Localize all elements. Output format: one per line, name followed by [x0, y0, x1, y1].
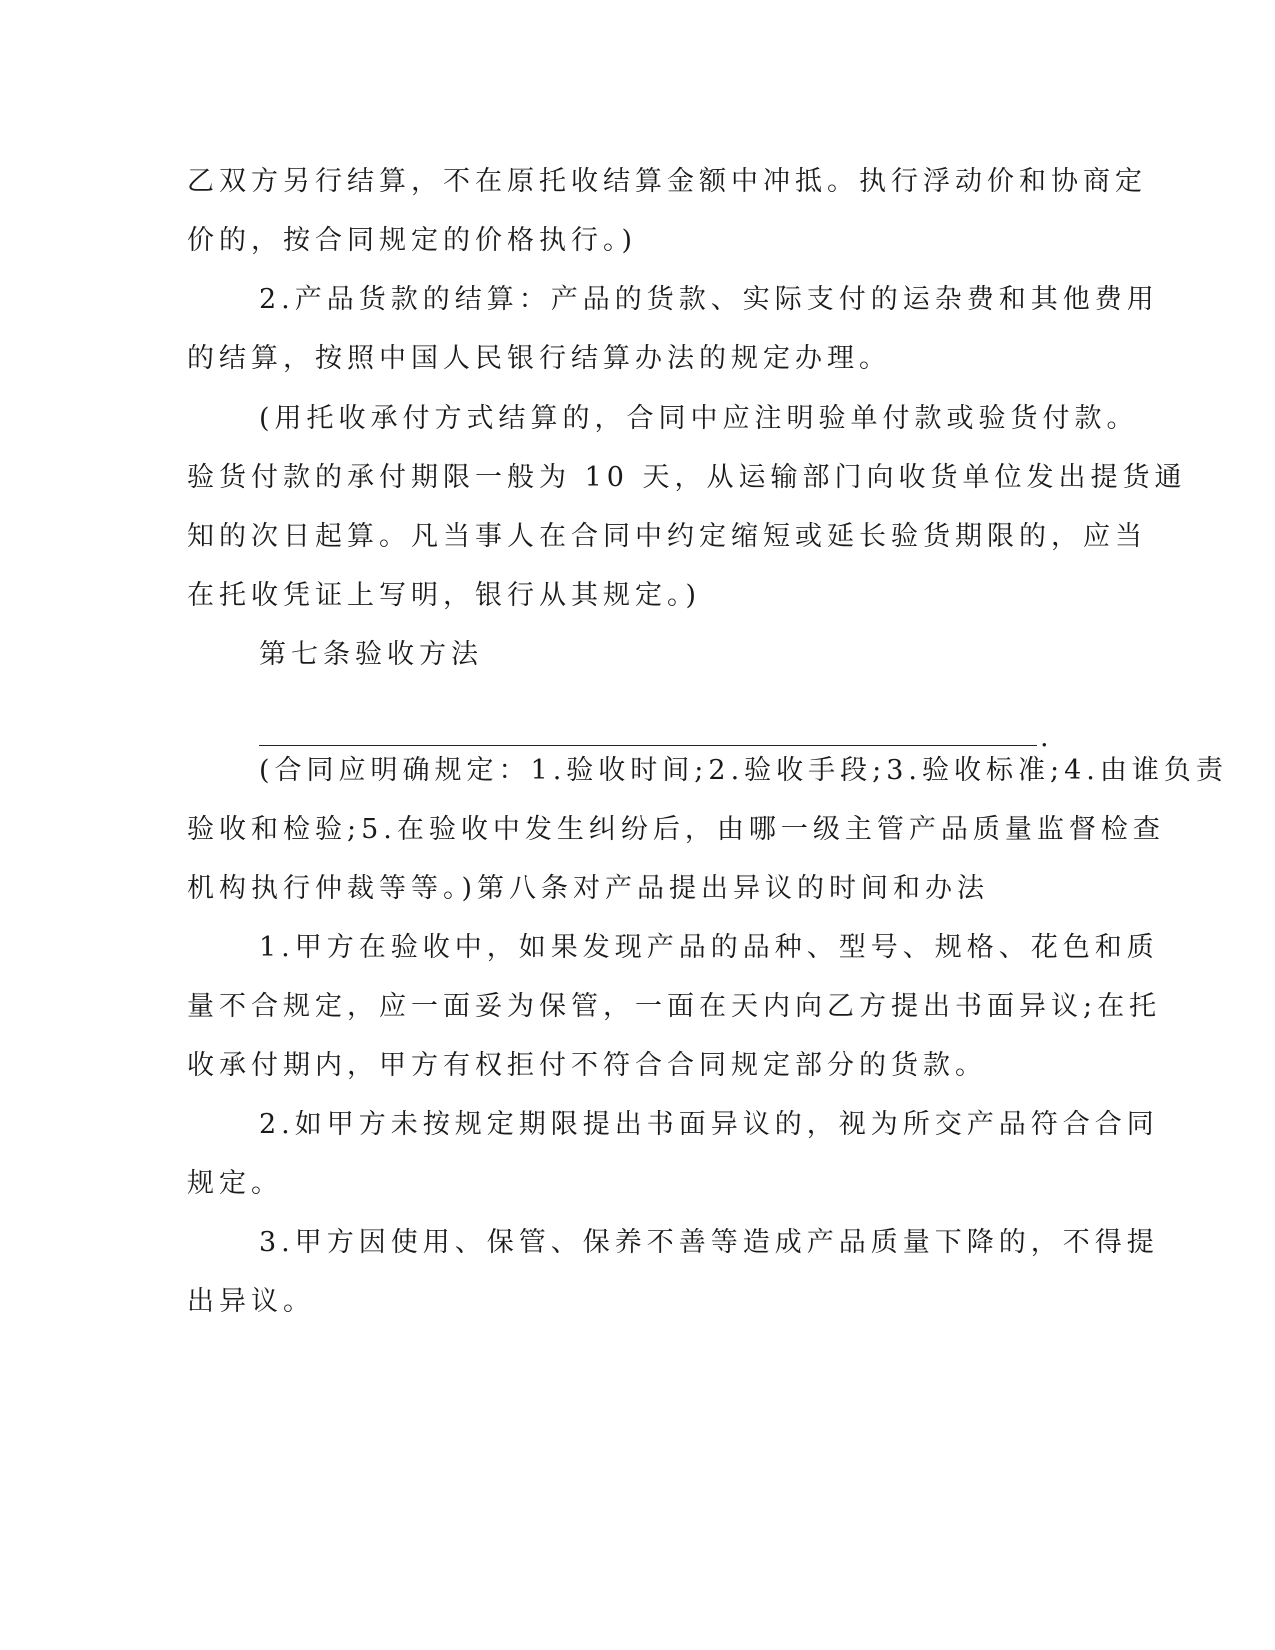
text-line: 知的次日起算。凡当事人在合同中约定缩短或延长验货期限的，应当: [187, 521, 1147, 552]
paragraph-start: 2.如甲方未按规定期限提出书面异议的，视为所交产品符合合同: [259, 1109, 1159, 1140]
paragraph-start: 3.甲方因使用、保管、保养不善等造成产品质量下降的，不得提: [259, 1227, 1159, 1258]
text-line: 在托收凭证上写明，银行从其规定。): [187, 580, 702, 611]
fill-in-blank-line: [259, 745, 1037, 746]
text-line: 收承付期内，甲方有权拒付不符合合同规定部分的货款。: [187, 1050, 987, 1081]
blank-terminator: .: [1040, 722, 1049, 753]
paragraph-start: (合同应明确规定：1.验收时间;2.验收手段;3.验收标准;4.由谁负责: [259, 755, 1228, 786]
text-line: 验收和检验;5.在验收中发生纠纷后，由哪一级主管产品质量监督检查: [187, 814, 1165, 845]
paragraph-start: (用托收承付方式结算的，合同中应注明验单付款或验货付款。: [259, 403, 1139, 434]
text-line: 验货付款的承付期限一般为 10 天，从运输部门向收货单位发出提货通: [187, 462, 1187, 493]
text-line: 乙双方另行结算，不在原托收结算金额中冲抵。执行浮动价和协商定: [187, 166, 1147, 197]
text-line: 的结算，按照中国人民银行结算办法的规定办理。: [187, 343, 891, 374]
text-line: 价的，按合同规定的价格执行。): [187, 225, 638, 256]
text-line: 机构执行仲裁等等。)第八条对产品提出异议的时间和办法: [187, 873, 990, 904]
text-line: 量不合规定，应一面妥为保管，一面在天内向乙方提出书面异议;在托: [187, 991, 1162, 1022]
text-line: 出异议。: [187, 1286, 315, 1317]
text-line: 规定。: [187, 1168, 283, 1199]
paragraph-start: 1.甲方在验收中，如果发现产品的品种、型号、规格、花色和质: [259, 932, 1159, 963]
article-heading: 第七条验收方法: [259, 639, 483, 670]
paragraph-start: 2.产品货款的结算：产品的货款、实际支付的运杂费和其他费用: [259, 284, 1159, 315]
